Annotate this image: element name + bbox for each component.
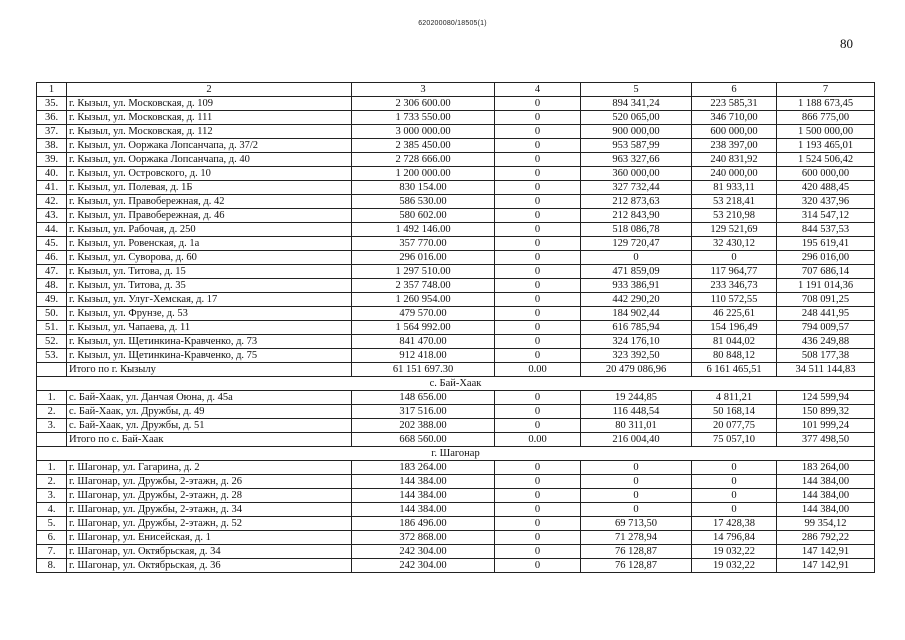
table-cell: 154 196,49 xyxy=(692,321,777,335)
table-cell: 36. xyxy=(37,111,67,125)
table-cell: 2 728 666.00 xyxy=(352,153,495,167)
table-cell: 81 044,02 xyxy=(692,335,777,349)
table-cell: 0 xyxy=(495,321,581,335)
table-cell: 76 128,87 xyxy=(581,545,692,559)
column-number-cell: 2 xyxy=(67,83,352,97)
table-cell: 144 384.00 xyxy=(352,503,495,517)
table-cell: 894 341,24 xyxy=(581,97,692,111)
table-cell: 46. xyxy=(37,251,67,265)
table-row xyxy=(37,111,875,125)
table-row xyxy=(37,405,875,419)
table-cell: 0 xyxy=(495,349,581,363)
table-cell: 80 848,12 xyxy=(692,349,777,363)
table-cell: 32 430,12 xyxy=(692,237,777,251)
table-cell: 3. xyxy=(37,489,67,503)
total-row xyxy=(37,433,875,447)
table-cell: 17 428,38 xyxy=(692,517,777,531)
table-cell: 436 249,88 xyxy=(777,335,875,349)
table-cell: 53 210,98 xyxy=(692,209,777,223)
table-cell: 242 304.00 xyxy=(352,559,495,573)
table-cell: 19 032,22 xyxy=(692,545,777,559)
table-cell: 1 733 550.00 xyxy=(352,111,495,125)
table-cell: 38. xyxy=(37,139,67,153)
table-cell: 841 470.00 xyxy=(352,335,495,349)
table-cell: 357 770.00 xyxy=(352,237,495,251)
table-cell: 46 225,61 xyxy=(692,307,777,321)
column-number-cell: 7 xyxy=(777,83,875,97)
table-cell: 286 792,22 xyxy=(777,531,875,545)
table-cell: г. Кызыл, ул. Чапаева, д. 11 xyxy=(67,321,352,335)
table-cell: 48. xyxy=(37,279,67,293)
table-cell: 19 032,22 xyxy=(692,559,777,573)
table-cell: г. Шагонар, ул. Октябрьская, д. 34 xyxy=(67,545,352,559)
table-cell: 346 710,00 xyxy=(692,111,777,125)
table-cell: г. Шагонар, ул. Октябрьская, д. 36 xyxy=(67,559,352,573)
section-heading: с. Бай-Хаак xyxy=(37,377,875,391)
table-cell: 1 188 673,45 xyxy=(777,97,875,111)
table-cell: г. Шагонар, ул. Дружбы, 2-этажн, д. 52 xyxy=(67,517,352,531)
table-cell: 240 831,92 xyxy=(692,153,777,167)
table-cell: 0 xyxy=(495,195,581,209)
table-cell: 953 587,99 xyxy=(581,139,692,153)
table-cell: 1 260 954.00 xyxy=(352,293,495,307)
table-cell: 49. xyxy=(37,293,67,307)
column-number-cell: 1 xyxy=(37,83,67,97)
section-heading-row xyxy=(37,447,875,461)
document-id: 620200080/18505(1) xyxy=(418,20,487,27)
table-cell: 212 873,63 xyxy=(581,195,692,209)
total-cell: 75 057,10 xyxy=(692,433,777,447)
table-cell: г. Шагонар, ул. Гагарина, д. 2 xyxy=(67,461,352,475)
table-cell: г. Шагонар, ул. Енисейская, д. 1 xyxy=(67,531,352,545)
table-row xyxy=(37,195,875,209)
table-cell: 0 xyxy=(495,419,581,433)
table-row xyxy=(37,531,875,545)
table-cell: 37. xyxy=(37,125,67,139)
table-cell: 144 384,00 xyxy=(777,489,875,503)
table-cell: 44. xyxy=(37,223,67,237)
table-cell: 327 732,44 xyxy=(581,181,692,195)
table-cell: 144 384.00 xyxy=(352,489,495,503)
table-cell: 76 128,87 xyxy=(581,559,692,573)
table-cell: 242 304.00 xyxy=(352,545,495,559)
table-cell: г. Кызыл, ул. Фрунзе, д. 53 xyxy=(67,307,352,321)
table-cell: 1 200 000.00 xyxy=(352,167,495,181)
section-heading: г. Шагонар xyxy=(37,447,875,461)
table-cell: 2 385 450.00 xyxy=(352,139,495,153)
table-cell: 420 488,45 xyxy=(777,181,875,195)
table-cell: г. Шагонар, ул. Дружбы, 2-этажн, д. 28 xyxy=(67,489,352,503)
table-cell: 42. xyxy=(37,195,67,209)
table-row xyxy=(37,461,875,475)
table-cell: 183 264,00 xyxy=(777,461,875,475)
table-cell: 0 xyxy=(581,475,692,489)
table-cell: 0 xyxy=(692,251,777,265)
table-cell: 124 599,94 xyxy=(777,391,875,405)
table-cell: 580 602.00 xyxy=(352,209,495,223)
table-cell: 912 418.00 xyxy=(352,349,495,363)
table-cell: 317 516.00 xyxy=(352,405,495,419)
table-cell: 360 000,00 xyxy=(581,167,692,181)
table-cell: г. Кызыл, ул. Московская, д. 109 xyxy=(67,97,352,111)
table-row xyxy=(37,153,875,167)
table-cell: 0 xyxy=(692,475,777,489)
table-cell: 0 xyxy=(495,531,581,545)
table-row xyxy=(37,97,875,111)
table-cell: 0 xyxy=(692,503,777,517)
table-cell: 2 306 600.00 xyxy=(352,97,495,111)
table-cell: с. Бай-Хаак, ул. Данчая Оюна, д. 45а xyxy=(67,391,352,405)
table-cell: 81 933,11 xyxy=(692,181,777,195)
table-cell: г. Кызыл, ул. Титова, д. 35 xyxy=(67,279,352,293)
table-cell: г. Кызыл, ул. Ровенская, д. 1а xyxy=(67,237,352,251)
total-cell: Итого по г. Кызылу xyxy=(67,363,352,377)
table-cell: 963 327,66 xyxy=(581,153,692,167)
table-cell: г. Шагонар, ул. Дружбы, 2-этажн, д. 26 xyxy=(67,475,352,489)
page-number: 80 xyxy=(840,36,853,51)
table-cell: 144 384,00 xyxy=(777,503,875,517)
table-cell: 323 392,50 xyxy=(581,349,692,363)
table-cell: 195 619,41 xyxy=(777,237,875,251)
table-cell: 5. xyxy=(37,517,67,531)
total-cell: 0.00 xyxy=(495,363,581,377)
table-row xyxy=(37,293,875,307)
table-cell: 1 492 146.00 xyxy=(352,223,495,237)
table-cell: 4 811,21 xyxy=(692,391,777,405)
table-cell: 2. xyxy=(37,405,67,419)
table-cell: 900 000,00 xyxy=(581,125,692,139)
table-cell: 6. xyxy=(37,531,67,545)
table-cell: 39. xyxy=(37,153,67,167)
table-cell: 144 384.00 xyxy=(352,475,495,489)
table-cell: 0 xyxy=(495,181,581,195)
table-row xyxy=(37,265,875,279)
table-cell: 0 xyxy=(495,335,581,349)
column-number-cell: 4 xyxy=(495,83,581,97)
table-cell: 110 572,55 xyxy=(692,293,777,307)
table-row xyxy=(37,489,875,503)
table-cell: 0 xyxy=(495,475,581,489)
table-cell: 296 016.00 xyxy=(352,251,495,265)
table-cell: 50 168,14 xyxy=(692,405,777,419)
total-cell: 20 479 086,96 xyxy=(581,363,692,377)
table-cell: 19 244,85 xyxy=(581,391,692,405)
table-cell: 0 xyxy=(692,489,777,503)
table-cell: г. Кызыл, ул. Титова, д. 15 xyxy=(67,265,352,279)
table-cell: 186 496.00 xyxy=(352,517,495,531)
total-cell xyxy=(37,433,67,447)
table-row xyxy=(37,545,875,559)
total-cell: 377 498,50 xyxy=(777,433,875,447)
table-row xyxy=(37,237,875,251)
table-cell: 616 785,94 xyxy=(581,321,692,335)
table-cell: 0 xyxy=(495,167,581,181)
table-cell: 1. xyxy=(37,391,67,405)
total-cell: 34 511 144,83 xyxy=(777,363,875,377)
table-cell: 794 009,57 xyxy=(777,321,875,335)
table-cell: 933 386,91 xyxy=(581,279,692,293)
table-cell: 148 656.00 xyxy=(352,391,495,405)
table-cell: 53. xyxy=(37,349,67,363)
table-cell: 0 xyxy=(495,545,581,559)
table-cell: 202 388.00 xyxy=(352,419,495,433)
table-cell: 3. xyxy=(37,419,67,433)
table-cell: 844 537,53 xyxy=(777,223,875,237)
table-cell: г. Кызыл, ул. Ооржака Лопсанчапа, д. 40 xyxy=(67,153,352,167)
total-cell xyxy=(37,363,67,377)
table-cell: 0 xyxy=(495,97,581,111)
table-cell: 40. xyxy=(37,167,67,181)
table-cell: 1 524 506,42 xyxy=(777,153,875,167)
table-row xyxy=(37,139,875,153)
table-cell: 320 437,96 xyxy=(777,195,875,209)
table-cell: 14 796,84 xyxy=(692,531,777,545)
register-table xyxy=(36,82,875,573)
table-cell: 0 xyxy=(495,293,581,307)
table-cell: 296 016,00 xyxy=(777,251,875,265)
table-row xyxy=(37,475,875,489)
table-cell: 0 xyxy=(581,461,692,475)
total-cell: 6 161 465,51 xyxy=(692,363,777,377)
table-cell: 508 177,38 xyxy=(777,349,875,363)
table-cell: 116 448,54 xyxy=(581,405,692,419)
table-row xyxy=(37,251,875,265)
table-cell: 2. xyxy=(37,475,67,489)
table-cell: г. Кызыл, ул. Московская, д. 112 xyxy=(67,125,352,139)
table-cell: 1 564 992.00 xyxy=(352,321,495,335)
table-row xyxy=(37,517,875,531)
table-cell: 4. xyxy=(37,503,67,517)
table-cell: 35. xyxy=(37,97,67,111)
table-cell: 2 357 748.00 xyxy=(352,279,495,293)
table-cell: 520 065,00 xyxy=(581,111,692,125)
table-cell: 0 xyxy=(495,223,581,237)
table-cell: г. Кызыл, ул. Улуг-Хемская, д. 17 xyxy=(67,293,352,307)
table-cell: 147 142,91 xyxy=(777,559,875,573)
table-row xyxy=(37,223,875,237)
table-cell: 150 899,32 xyxy=(777,405,875,419)
table-cell: 43. xyxy=(37,209,67,223)
table-cell: 0 xyxy=(495,517,581,531)
table-row xyxy=(37,209,875,223)
table-row xyxy=(37,167,875,181)
table-cell: 442 290,20 xyxy=(581,293,692,307)
table-cell: 518 086,78 xyxy=(581,223,692,237)
table-cell: 41. xyxy=(37,181,67,195)
total-cell: Итого по с. Бай-Хаак xyxy=(67,433,352,447)
table-cell: 20 077,75 xyxy=(692,419,777,433)
table-row xyxy=(37,391,875,405)
table-cell: 372 868.00 xyxy=(352,531,495,545)
table-cell: 1 191 014,36 xyxy=(777,279,875,293)
table-cell: 830 154.00 xyxy=(352,181,495,195)
table-cell: г. Кызыл, ул. Правобережная, д. 42 xyxy=(67,195,352,209)
table-cell: с. Бай-Хаак, ул. Дружбы, д. 49 xyxy=(67,405,352,419)
table-cell: г. Кызыл, ул. Суворова, д. 60 xyxy=(67,251,352,265)
table-cell: 0 xyxy=(495,279,581,293)
table-row xyxy=(37,559,875,573)
table-cell: 0 xyxy=(495,461,581,475)
table-cell: 0 xyxy=(495,559,581,573)
column-number-row xyxy=(37,83,875,97)
table-cell: 1. xyxy=(37,461,67,475)
table-cell: 0 xyxy=(495,503,581,517)
table-cell: 0 xyxy=(581,503,692,517)
table-cell: 866 775,00 xyxy=(777,111,875,125)
table-cell: 0 xyxy=(495,265,581,279)
table-cell: 45. xyxy=(37,237,67,251)
table-cell: 129 720,47 xyxy=(581,237,692,251)
table-cell: 479 570.00 xyxy=(352,307,495,321)
table-cell: 233 346,73 xyxy=(692,279,777,293)
table-cell: 0 xyxy=(495,209,581,223)
table-cell: 0 xyxy=(495,139,581,153)
table-cell: г. Кызыл, ул. Правобережная, д. 46 xyxy=(67,209,352,223)
table-cell: 0 xyxy=(581,489,692,503)
column-number-cell: 6 xyxy=(692,83,777,97)
table-cell: 708 091,25 xyxy=(777,293,875,307)
table-cell: 586 530.00 xyxy=(352,195,495,209)
table-cell: г. Кызыл, ул. Московская, д. 111 xyxy=(67,111,352,125)
table-cell: 600 000,00 xyxy=(692,125,777,139)
column-number-cell: 5 xyxy=(581,83,692,97)
table-cell: г. Кызыл, ул. Рабочая, д. 250 xyxy=(67,223,352,237)
table-cell: 50. xyxy=(37,307,67,321)
total-cell: 61 151 697.30 xyxy=(352,363,495,377)
table-cell: 0 xyxy=(495,307,581,321)
table-cell: г. Кызыл, ул. Полевая, д. 1Б xyxy=(67,181,352,195)
table-cell: 144 384,00 xyxy=(777,475,875,489)
table-cell: 147 142,91 xyxy=(777,545,875,559)
table-cell: с. Бай-Хаак, ул. Дружбы, д. 51 xyxy=(67,419,352,433)
total-cell: 0.00 xyxy=(495,433,581,447)
table-cell: 471 859,09 xyxy=(581,265,692,279)
table-row xyxy=(37,307,875,321)
table-row xyxy=(37,181,875,195)
table-cell: г. Шагонар, ул. Дружбы, 2-этажн, д. 34 xyxy=(67,503,352,517)
table-cell: 0 xyxy=(495,489,581,503)
table-cell: 117 964,77 xyxy=(692,265,777,279)
table-row xyxy=(37,503,875,517)
table-cell: 8. xyxy=(37,559,67,573)
table-cell: 47. xyxy=(37,265,67,279)
table-cell: 53 218,41 xyxy=(692,195,777,209)
table-cell: 7. xyxy=(37,545,67,559)
total-row xyxy=(37,363,875,377)
table-cell: 248 441,95 xyxy=(777,307,875,321)
table-cell: 240 000,00 xyxy=(692,167,777,181)
table-cell: 324 176,10 xyxy=(581,335,692,349)
table-cell: 101 999,24 xyxy=(777,419,875,433)
table-cell: 600 000,00 xyxy=(777,167,875,181)
table-cell: 0 xyxy=(495,237,581,251)
table-cell: 223 585,31 xyxy=(692,97,777,111)
section-heading-row xyxy=(37,377,875,391)
table-cell: 0 xyxy=(495,153,581,167)
table-cell: 99 354,12 xyxy=(777,517,875,531)
table-row xyxy=(37,335,875,349)
table-cell: 238 397,00 xyxy=(692,139,777,153)
total-cell: 216 004,40 xyxy=(581,433,692,447)
table-row xyxy=(37,419,875,433)
table-cell: 71 278,94 xyxy=(581,531,692,545)
table-cell: 1 297 510.00 xyxy=(352,265,495,279)
table-cell: 1 193 465,01 xyxy=(777,139,875,153)
table-row xyxy=(37,125,875,139)
column-number-cell: 3 xyxy=(352,83,495,97)
table-cell: 0 xyxy=(495,111,581,125)
table-cell: 314 547,12 xyxy=(777,209,875,223)
table-cell: 69 713,50 xyxy=(581,517,692,531)
table-cell: 0 xyxy=(581,251,692,265)
table-cell: г. Кызыл, ул. Щетинкина-Кравченко, д. 75 xyxy=(67,349,352,363)
table-cell: 707 686,14 xyxy=(777,265,875,279)
table-cell: 0 xyxy=(495,125,581,139)
table-cell: 51. xyxy=(37,321,67,335)
table-cell: 52. xyxy=(37,335,67,349)
table-cell: 3 000 000.00 xyxy=(352,125,495,139)
table-cell: 80 311,01 xyxy=(581,419,692,433)
table-row xyxy=(37,321,875,335)
table-row xyxy=(37,279,875,293)
table-cell: 0 xyxy=(495,405,581,419)
table-cell: 1 500 000,00 xyxy=(777,125,875,139)
table-cell: 183 264.00 xyxy=(352,461,495,475)
total-cell: 668 560.00 xyxy=(352,433,495,447)
table-cell: 0 xyxy=(495,391,581,405)
table-cell: 212 843,90 xyxy=(581,209,692,223)
table-cell: 184 902,44 xyxy=(581,307,692,321)
table-cell: г. Кызыл, ул. Ооржака Лопсанчапа, д. 37/2 xyxy=(67,139,352,153)
table-cell: г. Кызыл, ул. Островского, д. 10 xyxy=(67,167,352,181)
table-cell: 0 xyxy=(495,251,581,265)
table-cell: г. Кызыл, ул. Щетинкина-Кравченко, д. 73 xyxy=(67,335,352,349)
table-cell: 0 xyxy=(692,461,777,475)
table-cell: 129 521,69 xyxy=(692,223,777,237)
table-row xyxy=(37,349,875,363)
